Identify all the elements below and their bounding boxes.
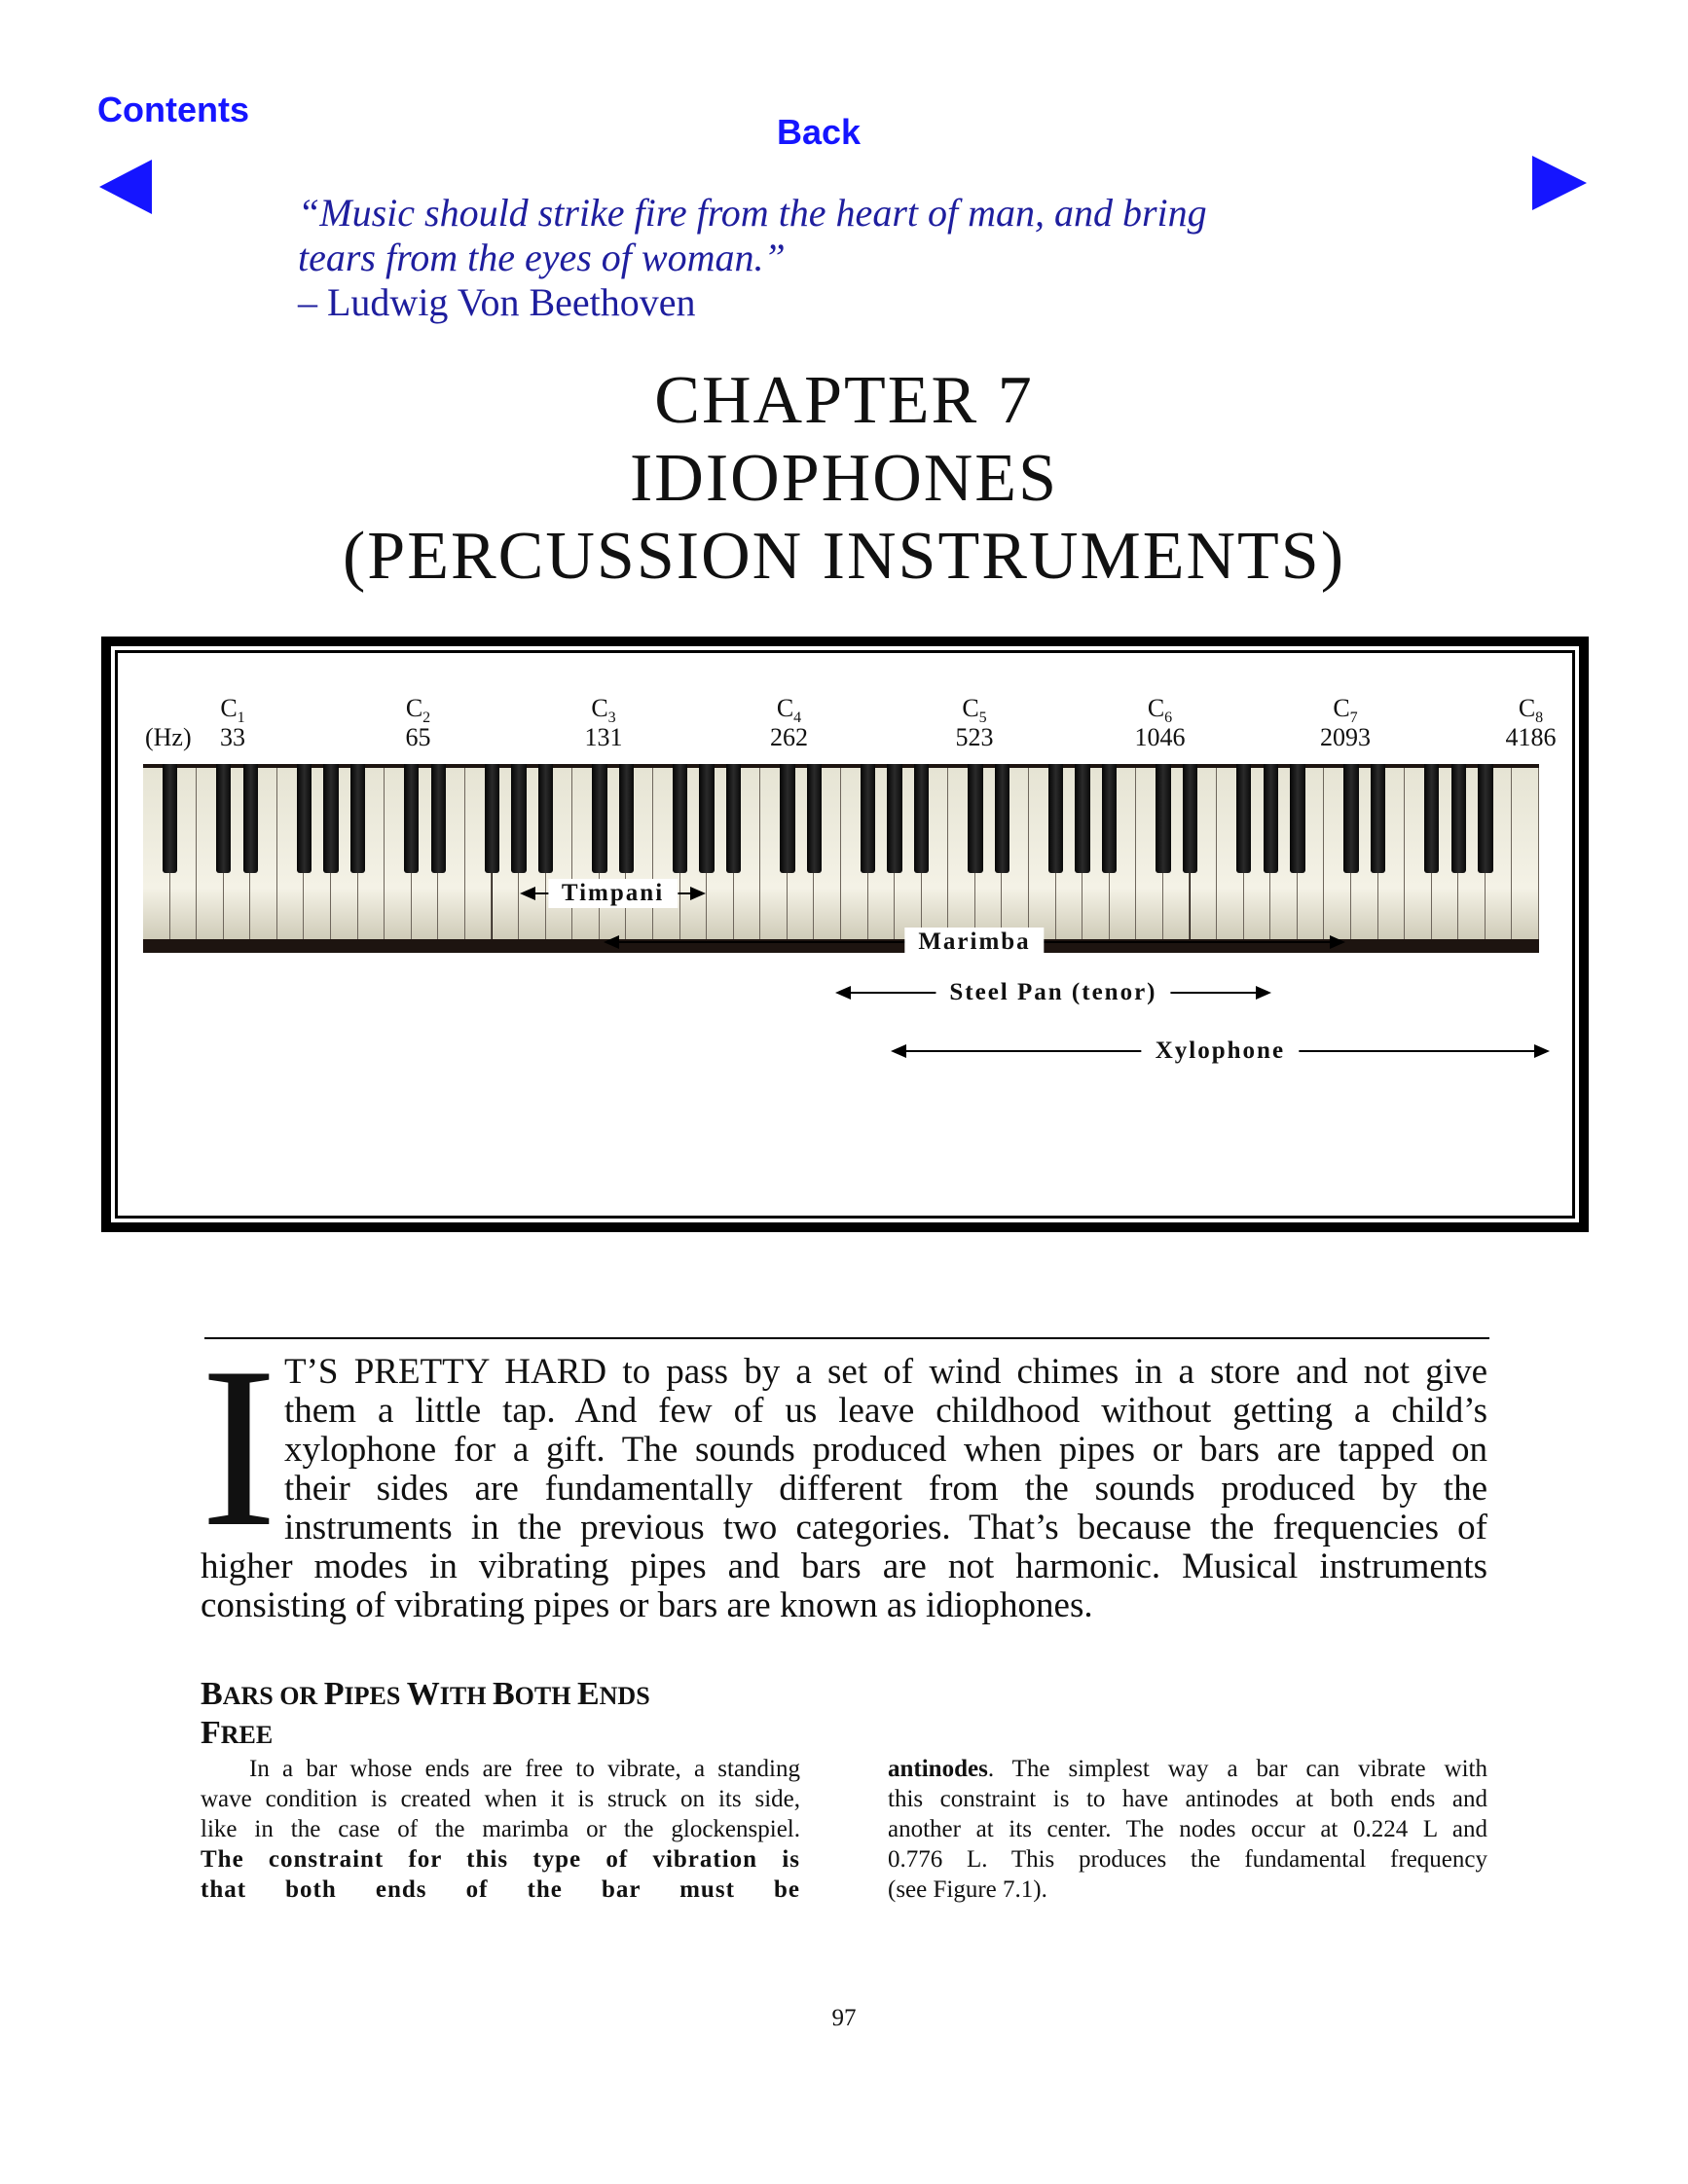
black-key (1102, 764, 1117, 873)
right-column-text: this constraint is to have antinodes at both ends and (888, 1786, 1487, 1812)
right-column-line (888, 1844, 1487, 1875)
black-key (1424, 764, 1439, 873)
right-column-text: (see Figure 7.1). (888, 1876, 1047, 1903)
right-arrowhead-icon (1534, 1044, 1550, 1058)
range-marimba (604, 928, 1345, 957)
page-number: 97 (831, 2005, 857, 2031)
heading-fragment: REE (220, 1721, 274, 1749)
frequency-label-c5: 523 (955, 723, 994, 751)
black-key (861, 764, 875, 873)
frequency-label-c1: 33 (220, 723, 245, 751)
previous-page-arrow-icon[interactable] (93, 156, 156, 218)
right-column-text: . The simplest way a bar can vibrate with (987, 1756, 1487, 1782)
black-key (1264, 764, 1278, 873)
note-label-c8: $C_8$ (1518, 694, 1544, 727)
white-key (1512, 768, 1539, 939)
black-key (163, 764, 177, 873)
note-octave-index: 5 (978, 710, 987, 727)
frequency-label-c3: 131 (584, 723, 623, 751)
black-key (243, 764, 258, 873)
note-label-c5: $C_5$ (962, 694, 987, 727)
frequency-label-c4: 262 (770, 723, 808, 751)
chapter-number: CHAPTER 7 (654, 363, 1034, 438)
intro-line: their sides are fundamentally different from the sounds produced by the (284, 1470, 1487, 1509)
black-key (1075, 764, 1089, 873)
black-key (1343, 764, 1358, 873)
right-arrowhead-icon (1256, 986, 1271, 1000)
right-column-text: 0.776 L. This produces the fundamental frequency (888, 1846, 1487, 1873)
black-key (592, 764, 606, 873)
note-label-c7: $C_7$ (1333, 694, 1358, 727)
note-octave-index: 4 (793, 710, 802, 727)
note-octave-index: 1 (237, 710, 245, 727)
black-key (887, 764, 901, 873)
black-key (1451, 764, 1466, 873)
note-label-c3: $C_3$ (591, 694, 616, 727)
frequency-label-c6: 1046 (1134, 723, 1186, 751)
black-key (297, 764, 312, 873)
contents-link[interactable]: Contents (97, 90, 249, 129)
heading-fragment: ARS OR (222, 1682, 324, 1710)
black-key (1156, 764, 1170, 873)
heading-fragment: F (201, 1715, 221, 1751)
black-key (726, 764, 741, 873)
note-octave-index: 3 (607, 710, 616, 727)
black-key (485, 764, 499, 873)
piano-keyboard-image (143, 764, 1539, 953)
instrument-range-figure (101, 637, 1589, 1232)
right-arrowhead-icon (1330, 935, 1345, 949)
bold-term: antinodes (888, 1756, 988, 1782)
left-column-line: wave condition is created when it is struck on its side, (201, 1786, 800, 1812)
intro-line: xylophone for a gift. The sounds produced when pipes or bars are tapped on (284, 1431, 1487, 1470)
right-column-line (888, 1875, 1487, 1905)
frequency-label-c8: 4186 (1505, 723, 1557, 751)
right-column-line (888, 1754, 1487, 1784)
range-label: Xylophone (1142, 1037, 1299, 1066)
black-key (538, 764, 553, 873)
heading-fragment: B (201, 1676, 223, 1712)
black-key (1048, 764, 1063, 873)
figure-inner-border (115, 650, 1575, 1219)
note-octave-index: 2 (422, 710, 431, 727)
right-column-text: another at its center. The nodes occur at 0.224 L and (888, 1816, 1487, 1842)
left-column-line: like in the case of the marimba or the glockenspiel. (201, 1816, 800, 1842)
note-octave-index: 8 (1535, 710, 1544, 727)
quote-author: – Ludwig Von Beethoven (298, 280, 696, 324)
left-column-line: In a bar whose ends are free to vibrate, a standing (249, 1756, 800, 1782)
black-key (404, 764, 419, 873)
heading-fragment: ITH (439, 1682, 493, 1710)
intro-line: them a little tap. And few of us leave childhood without getting a child’s (284, 1392, 1487, 1431)
section-heading (201, 1676, 824, 1754)
intro-line: T’S PRETTY HARD to pass by a set of wind chimes in a store and not give (284, 1353, 1487, 1392)
frequency-label-c2: 65 (405, 723, 431, 751)
heading-fragment: NDS (599, 1682, 650, 1710)
black-key (968, 764, 982, 873)
heading-fragment: OTH (514, 1682, 577, 1710)
left-arrowhead-icon (891, 1044, 906, 1058)
intro-line: consisting of vibrating pipes or bars are known as idiophones. (201, 1586, 1093, 1625)
right-column-line (888, 1814, 1487, 1844)
section-heading-line (201, 1715, 824, 1754)
black-key (431, 764, 446, 873)
left-column-line: that both ends of the bar must be (201, 1876, 800, 1903)
chapter-heading (0, 362, 1688, 596)
note-octave-index: 7 (1349, 710, 1358, 727)
intro-line: higher modes in vibrating pipes and bars are not harmonic. Musical instruments (201, 1547, 1487, 1586)
intro-line: instruments in the previous two categories. That’s because the frequencies of (284, 1509, 1487, 1547)
range-steel-pan-tenor (835, 978, 1271, 1007)
range-label: Timpani (548, 879, 678, 908)
black-key (807, 764, 822, 873)
left-column-line: The constraint for this type of vibration is (201, 1846, 800, 1873)
heading-fragment: IPES (344, 1682, 407, 1710)
range-xylophone (891, 1037, 1549, 1066)
right-column-line (888, 1784, 1487, 1814)
black-key (699, 764, 714, 873)
note-label-c4: $C_4$ (776, 694, 802, 727)
black-key (216, 764, 231, 873)
black-key (323, 764, 338, 873)
black-key (350, 764, 365, 873)
black-key (780, 764, 794, 873)
heading-fragment: P (323, 1676, 345, 1712)
chapter-subtitle: (PERCUSSION INSTRUMENTS) (342, 519, 1346, 594)
black-key (995, 764, 1009, 873)
section-rule (204, 1337, 1489, 1339)
black-key (1371, 764, 1385, 873)
note-label-c6: $C_6$ (1147, 694, 1173, 727)
left-arrowhead-icon (520, 887, 535, 900)
hz-unit-label: (Hz) (145, 723, 192, 751)
range-label: Steel Pan (tenor) (936, 978, 1170, 1007)
black-key (914, 764, 929, 873)
note-label-c2: $C_2$ (405, 694, 431, 727)
black-key (1478, 764, 1492, 873)
drop-cap: I (201, 1321, 277, 1575)
range-label: Marimba (904, 928, 1044, 957)
frequency-label-c7: 2093 (1320, 723, 1371, 751)
black-key (1183, 764, 1197, 873)
black-key (1236, 764, 1251, 873)
back-link[interactable]: Back (777, 112, 862, 152)
note-octave-index: 6 (1164, 710, 1173, 727)
range-timpani (520, 879, 706, 908)
section-heading-line (201, 1676, 824, 1715)
chapter-title: IDIOPHONES (630, 441, 1058, 516)
note-label-c1: $C_1$ (220, 694, 245, 727)
right-arrowhead-icon (690, 887, 706, 900)
heading-fragment: W (406, 1676, 440, 1712)
black-key (511, 764, 526, 873)
epigraph-quote (298, 191, 1207, 325)
heading-fragment: E (576, 1676, 600, 1712)
black-key (673, 764, 687, 873)
quote-text: “Music should strike fire from the heart of man, and bring tears from the eyes of woman.” (298, 191, 1207, 279)
next-page-arrow-icon[interactable] (1528, 152, 1591, 214)
black-key (1290, 764, 1304, 873)
left-arrowhead-icon (604, 935, 619, 949)
heading-fragment: B (492, 1676, 515, 1712)
left-arrowhead-icon (835, 986, 851, 1000)
black-key (619, 764, 634, 873)
